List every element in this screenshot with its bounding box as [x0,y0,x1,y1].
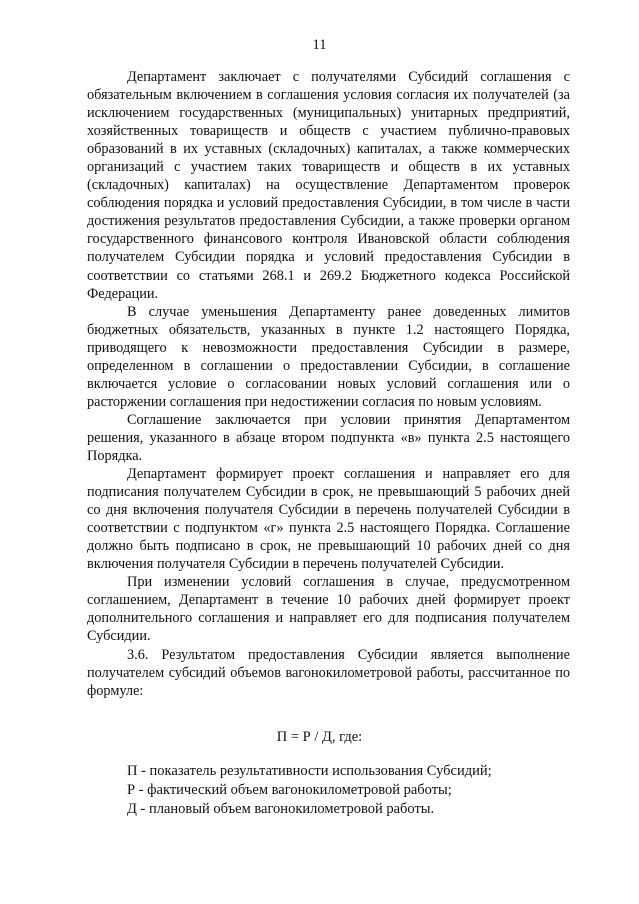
page-number: 11 [312,37,327,53]
paragraph-draft-agreement: Департамент формирует проект соглашения и направляет его для подписания получателем Субсидии в срок, не превышающий 5 рабочих дней со дня включения получателя Субсидии в перечень получателей Субсидии в соответствии с подпунктом «г» пункта 2.5 настоящего Порядка. Соглашение должно быть подписано в срок, не превышающий 10 рабочих дней со дня включения получателя Субсидии в перечень получателей Субсидии. [87,466,570,573]
paragraph-limits-reduction: В случае уменьшения Департаменту ранее доведенных лимитов бюджетных обязательств, указанных в пункте 1.2 настоящего Порядка, приводящего к невозможности предоставления Субсидии в размере, определенном в соглашении о предоставлении Субсидии, в соглашение включается условие о согласовании новых условий соглашения или о расторжении соглашения при недостижении согласия по новым условиям. [87,303,570,410]
definition-r: Р - фактический объем вагонокилометровой работы; [127,782,452,798]
body-text [87,68,570,700]
definition-d: Д - плановый объем вагонокилометровой работы. [127,801,435,817]
formula: П = Р / Д, где: [276,729,363,745]
paragraph-amendment: При изменении условий соглашения в случае, предусмотренном соглашением, Департамент в течение 10 рабочих дней формирует проект дополнительного соглашения и направляет его для подписания получателем Субсидии. [87,574,570,645]
formula-definitions [127,762,577,819]
definition-p: П - показатель результативности использования Субсидий; [127,763,492,779]
paragraph-agreement-consent: Департамент заключает с получателями Субсидий соглашения с обязательным включением в соглашения условия согласия их получателей (за исключением государственных (муниципальных) унитарных предприятий, хозяйственных товариществ и обществ с участием публично-правовых образований в их уставных (складочных) капиталах, а также коммерческих организаций с участием таких товариществ и обществ в их уставных (складочных) капиталах) на осуществление Департаментом проверок соблюдения порядка и условий предоставления Субсидии, в том числе в части достижения результатов предоставления Субсидии, а также проверки органом государственного финансового контроля Ивановской области соблюдения получателем Субсидии порядка и условий предоставления Субсидии в соответствии со статьями 268.1 и 269.2 Бюджетного кодекса Российской Федерации. [87,69,570,302]
paragraph-section-3-6: 3.6. Результатом предоставления Субсидии является выполнение получателем субсидий объемов вагонокилометровой работы, рассчитанное по формуле: [87,646,570,699]
paragraph-agreement-condition: Соглашение заключается при условии принятия Департаментом решения, указанного в абзаце втором подпункта «в» пункта 2.5 настоящего Порядка. [87,411,570,464]
